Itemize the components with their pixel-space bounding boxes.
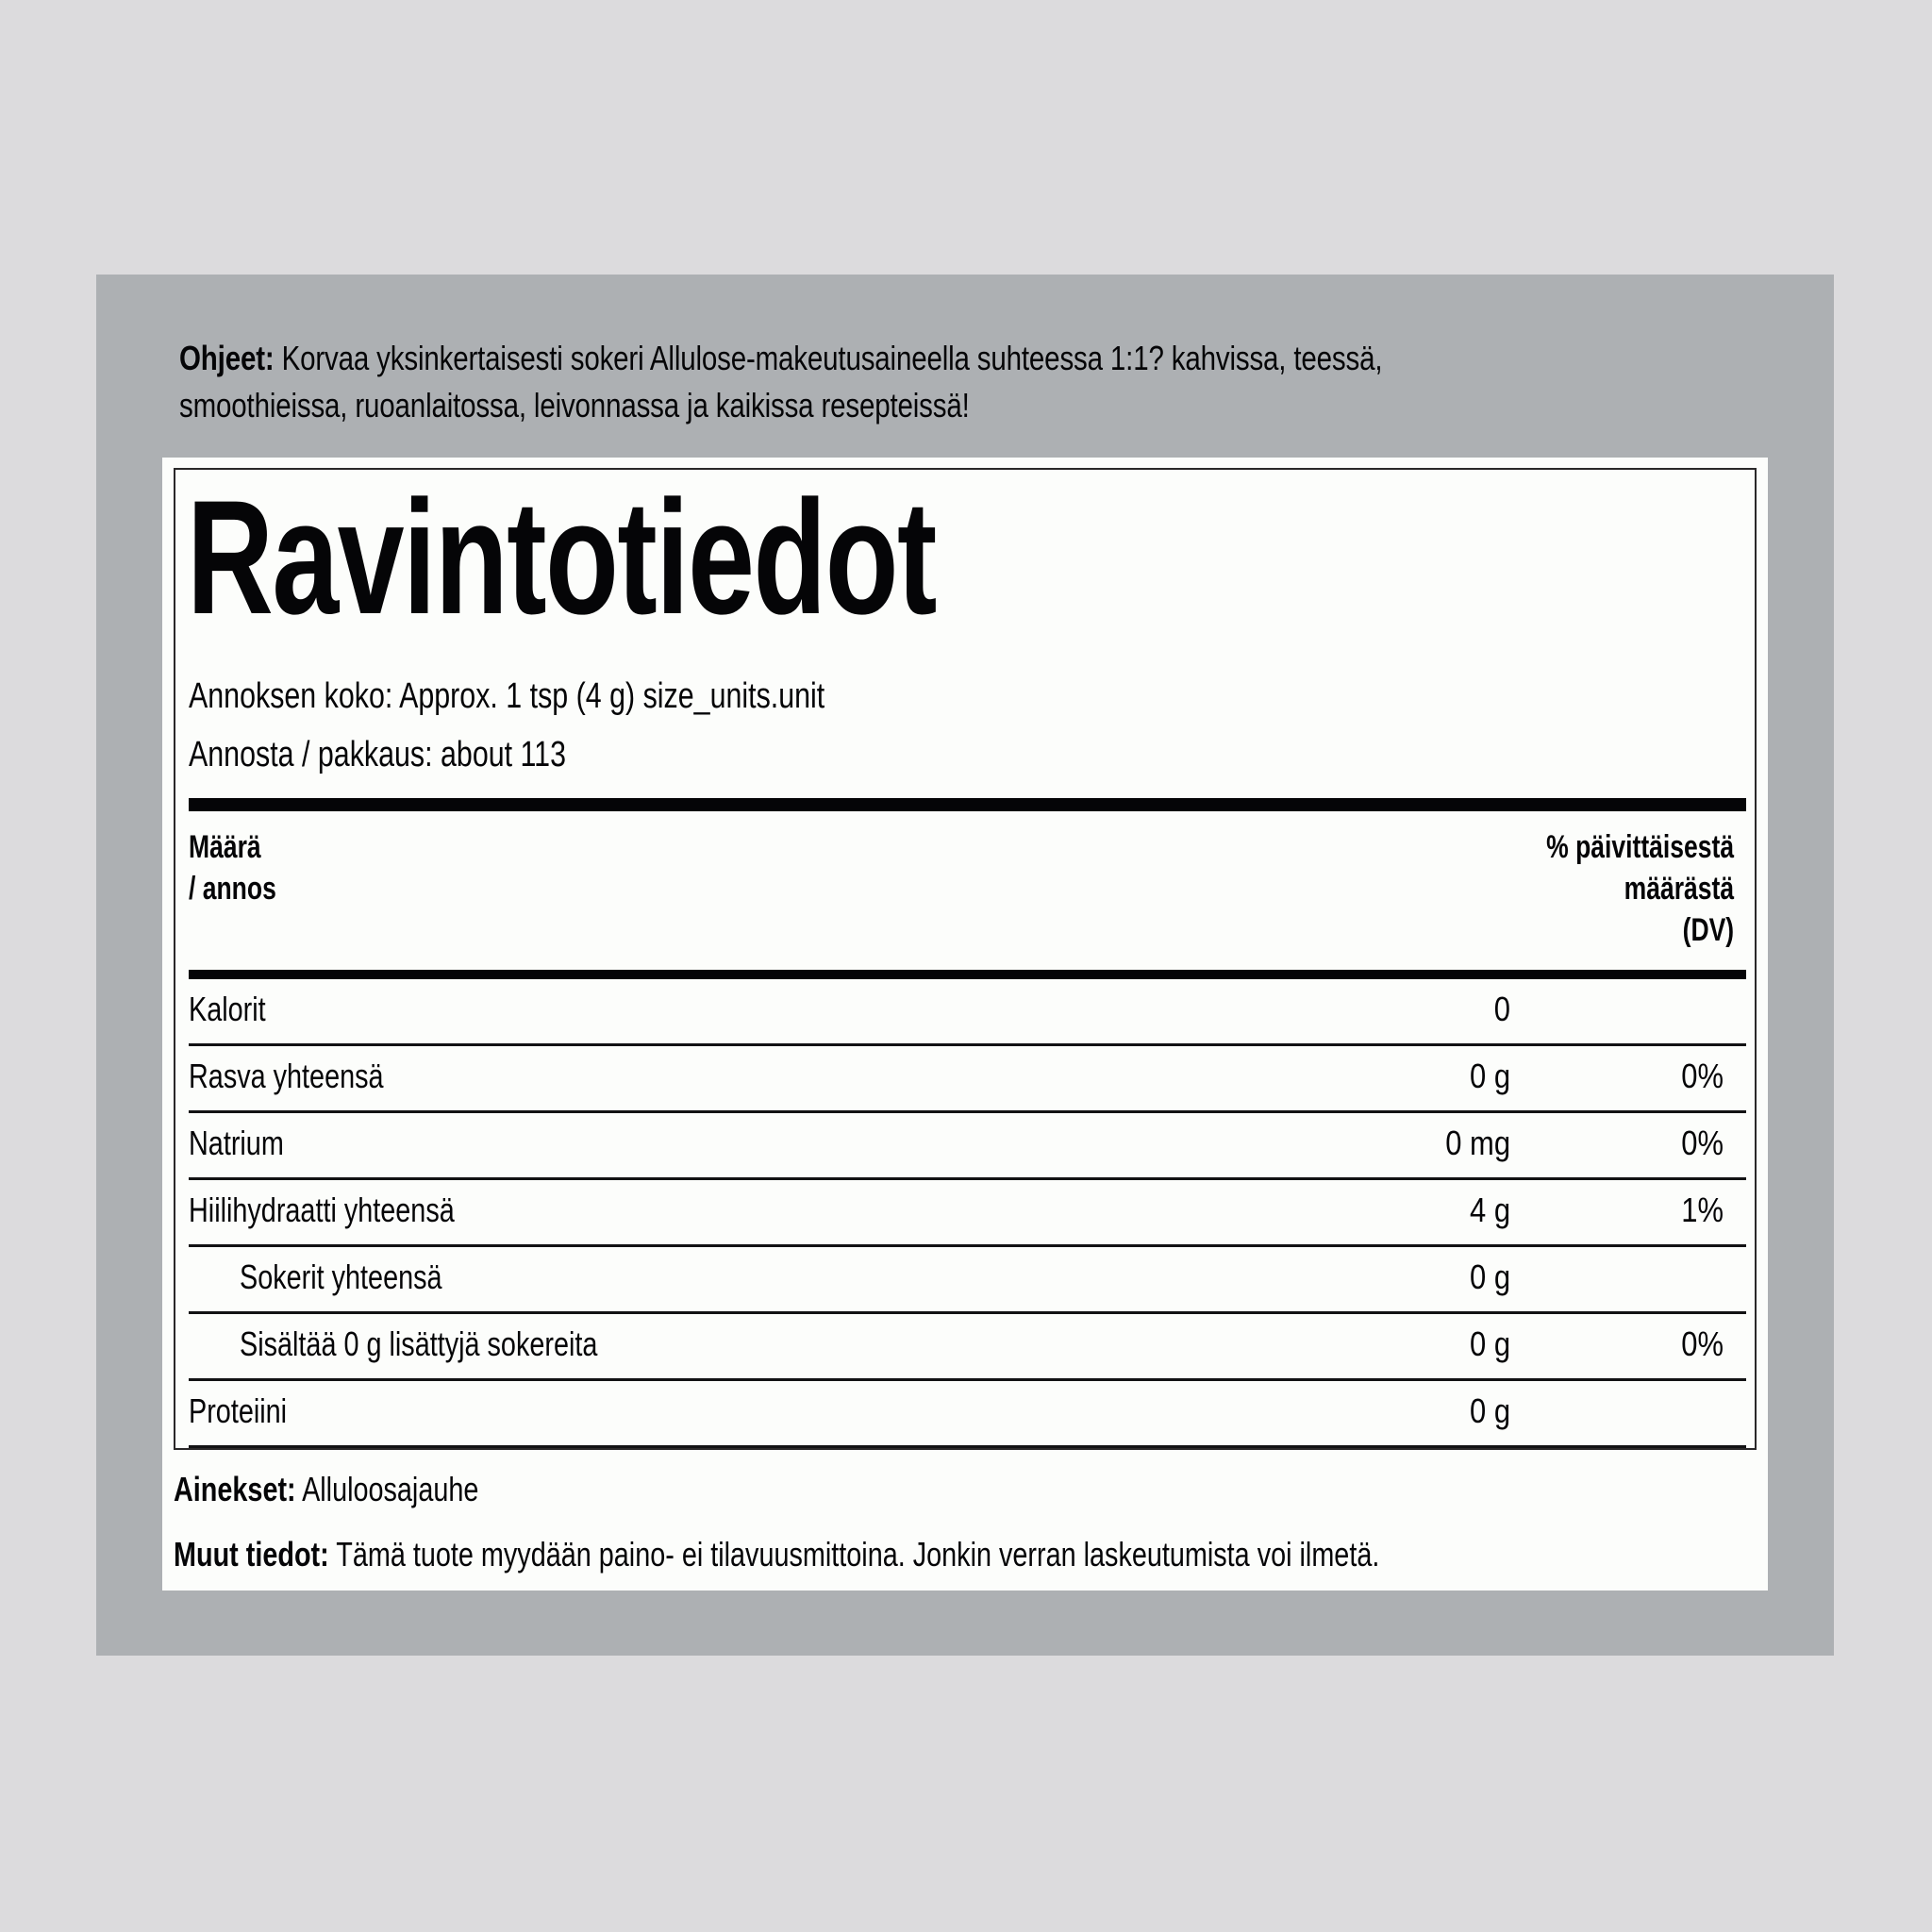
nutrient-name: Sisältää 0 g lisättyjä sokereita (240, 1324, 598, 1363)
ingredients-label: Ainekset: (174, 1470, 296, 1508)
thick-divider (189, 798, 1746, 811)
nutrition-facts-box (174, 468, 1757, 1450)
dv-header-line: (DV) (1682, 912, 1734, 948)
other-info-text (174, 1534, 1379, 1575)
nutrient-dv: 0% (1681, 1057, 1724, 1095)
nutrient-amount: 4 g (1469, 1191, 1510, 1229)
nutrient-amount: 0 g (1469, 1057, 1510, 1095)
nutrient-row-total-fat (189, 1046, 1746, 1113)
nutrient-amount: 0 (1493, 990, 1510, 1028)
nutrient-row-sodium (189, 1113, 1746, 1180)
ingredients-body: Alluloosajauhe (295, 1470, 479, 1508)
nutrition-facts-title: Ravintotiedot (187, 467, 936, 648)
nutrient-dv: 0% (1681, 1124, 1724, 1162)
nutrient-amount: 0 g (1469, 1324, 1510, 1363)
nutrient-name: Proteiini (189, 1391, 288, 1430)
daily-value-header (1546, 826, 1734, 951)
amount-header-line: / annos (189, 871, 276, 907)
dv-header-line: % päivittäisestä (1546, 829, 1734, 865)
nutrient-dv: 1% (1681, 1191, 1724, 1229)
nutrient-name: Rasva yhteensä (189, 1057, 384, 1095)
nutrient-name: Kalorit (189, 990, 266, 1028)
ingredients-text (174, 1469, 478, 1510)
servings-per-container: Annosta / pakkaus: about 113 (189, 735, 566, 774)
nutrient-table (189, 979, 1746, 1448)
directions-body: Korvaa yksinkertaisesti sokeri Allulose-makeutusaineella suhteessa 1:1? kahvissa, teessä, smoothieissa, ruoanlaitossa, leivonnassa ja kaikissa resepteissä! (179, 339, 1383, 425)
thick-divider (189, 970, 1746, 979)
dv-header-line: määrästä (1624, 871, 1734, 907)
nutrient-name: Natrium (189, 1124, 284, 1162)
nutrient-amount: 0 mg (1445, 1124, 1510, 1162)
nutrient-name: Hiilihydraatti yhteensä (189, 1191, 455, 1229)
amount-per-serving-header (189, 826, 276, 909)
amount-header-line: Määrä (189, 829, 261, 865)
nutrient-amount: 0 g (1469, 1257, 1510, 1296)
other-info-body: Tämä tuote myydään paino- ei tilavuusmittoina. Jonkin verran laskeutumista voi ilmetä. (328, 1535, 1380, 1574)
directions-text (179, 335, 1432, 429)
nutrient-row-calories (189, 979, 1746, 1046)
directions-label: Ohjeet: (179, 339, 275, 377)
nutrient-row-total-carbohydrate (189, 1180, 1746, 1247)
nutrient-name: Sokerit yhteensä (240, 1257, 442, 1296)
nutrient-row-added-sugars (189, 1314, 1746, 1381)
nutrient-row-protein (189, 1381, 1746, 1448)
nutrient-row-total-sugars (189, 1247, 1746, 1314)
nutrient-dv: 0% (1681, 1324, 1724, 1363)
other-info-label: Muut tiedot: (174, 1535, 329, 1574)
serving-size: Annoksen koko: Approx. 1 tsp (4 g) size_units.unit (189, 676, 825, 716)
nutrient-amount: 0 g (1469, 1391, 1510, 1430)
